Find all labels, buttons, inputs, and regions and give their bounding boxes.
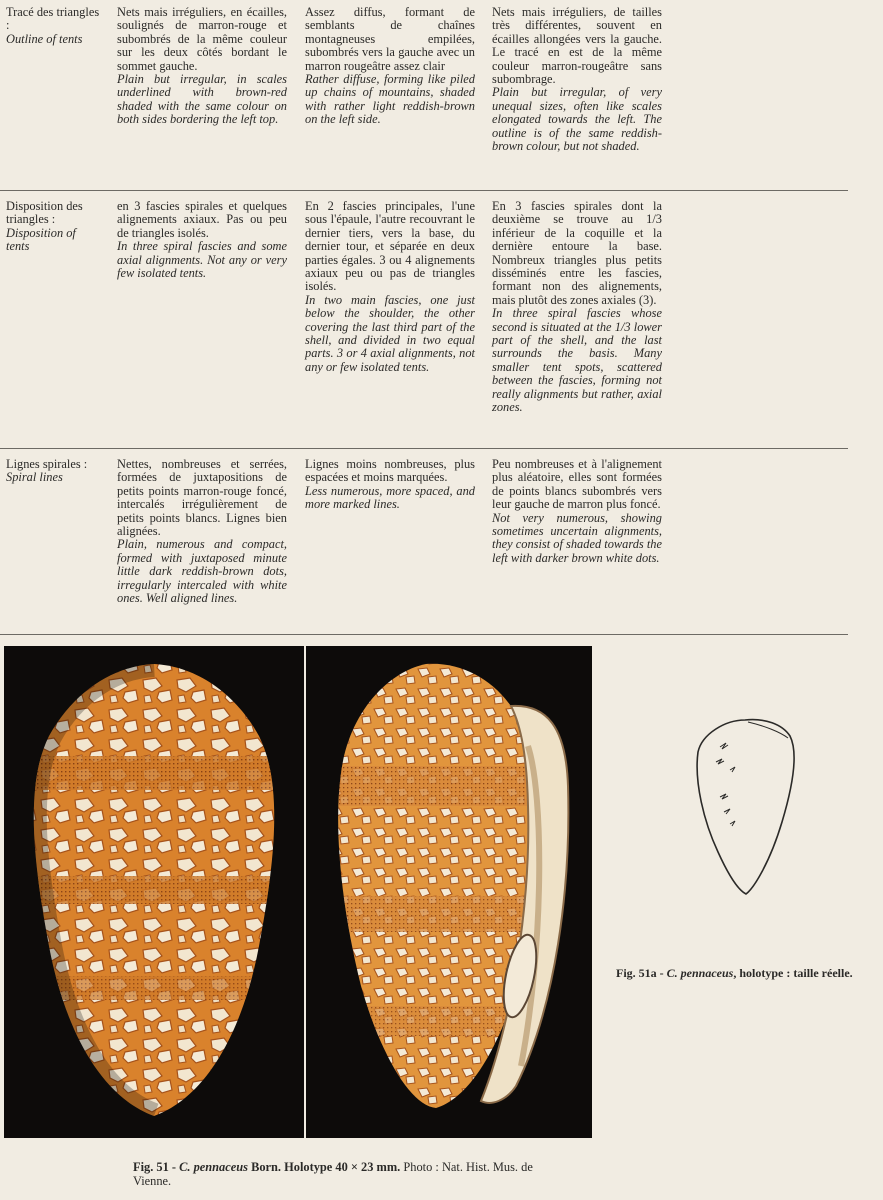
cell-second-species: [305, 200, 475, 374]
label-fr: Lignes spirales :: [6, 457, 88, 471]
shell-outline-sketch: [690, 712, 800, 900]
caption-species: C. pennaceus: [666, 966, 734, 980]
shell-photo-apertural: [306, 646, 592, 1138]
cell-text-fr: Lignes moins nombreuses, plus espacées et moins marquées.: [305, 457, 475, 485]
caption-fig-51a: [616, 966, 874, 980]
cell-text-fr: Nets mais irréguliers, en écailles, soulignés de marron-rouge et subombrés de la même couleur sur les deux côtés bordant le sommet gauche.: [117, 5, 287, 73]
row-label: [6, 6, 102, 46]
row-divider: [0, 448, 848, 449]
shell-photo-dorsal: [4, 646, 304, 1138]
caption-number: Fig. 51 -: [133, 1160, 180, 1174]
cell-text-fr: Assez diffus, formant de semblants de chaînes montagneuses empilées, subombrés vers la gauche avec un marron rougeâtre assez clair: [305, 5, 475, 73]
cell-text-en: Plain but irregular, of very unequal sizes, often like scales elongated towards the left. The outline is of the same reddish-brown colour, but not shaded.: [492, 85, 662, 154]
cell-second-species: [305, 6, 475, 127]
holotype-sketch-image: [690, 712, 800, 900]
cell-text-en: Rather diffuse, forming like piled up chains of mountains, shaded with rather light reddish-brown on the left side.: [305, 72, 475, 127]
shell-apertural-image: [306, 646, 592, 1138]
row-divider: [0, 634, 848, 635]
cell-text-fr: Peu nombreuses et à l'alignement plus aléatoire, elles sont formées de points blancs subombrés vers leur gauche de marron plus foncé.: [492, 457, 662, 512]
row-label: [6, 200, 102, 254]
cell-third-species: [492, 6, 662, 153]
label-fr: Disposition des triangles :: [6, 199, 83, 227]
cell-pennaceus: [117, 6, 287, 127]
cell-third-species: [492, 200, 662, 415]
caption-text: , holotype : taille réelle.: [733, 966, 853, 980]
cell-third-species: [492, 458, 662, 565]
shell-dorsal-image: [4, 646, 304, 1138]
caption-credit: Photo : Nat. Hist. Mus. de Vienne.: [133, 1160, 533, 1188]
label-en: Outline of tents: [6, 31, 83, 46]
caption-fig-51: [133, 1160, 553, 1188]
cell-text-en: Plain, numerous and compact, formed with juxtaposed minute little dark reddish-brown dots, irregularly intercaled with white ones. Well aligned lines.: [117, 537, 287, 606]
cell-text-fr: En 2 fascies principales, l'une sous l'épaule, l'autre recouvrant le dernier tiers, vers la base, du dernier tour, et séparée en deux parties égales. 3 ou 4 alignements axiaux peu ou pas de triangles isolés.: [305, 199, 475, 294]
row-label: [6, 458, 102, 485]
cell-text-en: Not very numerous, showing sometimes uncertain alignments, they consist of shaded towards the left with darker brown white dots.: [492, 510, 662, 565]
cell-pennaceus: [117, 458, 287, 605]
caption-number: Fig. 51a -: [616, 966, 667, 980]
cell-text-en: In two main fascies, one just below the shoulder, the other covering the last third part of the shell, and divided in two equal parts. 3 or 4 axial alignments, not any or few isolated tents.: [305, 292, 475, 374]
label-en: Disposition of tents: [6, 225, 76, 254]
label-en: Spiral lines: [6, 470, 63, 485]
row-divider: [0, 190, 848, 191]
caption-text: Born. Holotype 40 × 23 mm.: [247, 1160, 401, 1174]
cell-text-en: In three spiral fascies whose second is situated at the 1/3 lower part of the shell, and the last surrounds the basis. Many smaller tent spots, scattered between the fascies, forming not really alignments but rather, axial zones.: [492, 306, 662, 415]
cell-text-en: In three spiral fascies and some axial alignments. Not any or very few isolated tents.: [117, 239, 287, 281]
label-fr: Tracé des triangles :: [6, 5, 100, 33]
cell-text-fr: Nettes, nombreuses et serrées, formées de juxtapositions de petits points marron-rouge foncé, intercalés irrégulièrement de petits points blancs. Lignes bien alignées.: [117, 457, 287, 539]
cell-text-en: Plain but irregular, in scales underlined with brown-red shaded with the same colour on both sides bordering the left top.: [117, 72, 287, 127]
cell-second-species: [305, 458, 475, 512]
cell-text-fr: en 3 fascies spirales et quelques alignements axiaux. Pas ou peu de triangles isolés.: [117, 199, 287, 240]
cell-text-fr: Nets mais irréguliers, de tailles très différentes, souvent en écailles allongées vers la gauche. Le tracé en est de la même couleur marron-rougeâtre sans subombrage.: [492, 5, 662, 87]
caption-species: C. pennaceus: [179, 1160, 248, 1174]
cell-pennaceus: [117, 200, 287, 280]
cell-text-fr: En 3 fascies spirales dont la deuxième se trouve au 1/3 inférieur de la coquille et la dernière entoure la base. Nombreux triangles plus petits disséminés entre les fascies, formant non des alignements, mais plutôt des zones axiales (3).: [492, 199, 662, 307]
cell-text-en: Less numerous, more spaced, and more marked lines.: [305, 483, 475, 512]
